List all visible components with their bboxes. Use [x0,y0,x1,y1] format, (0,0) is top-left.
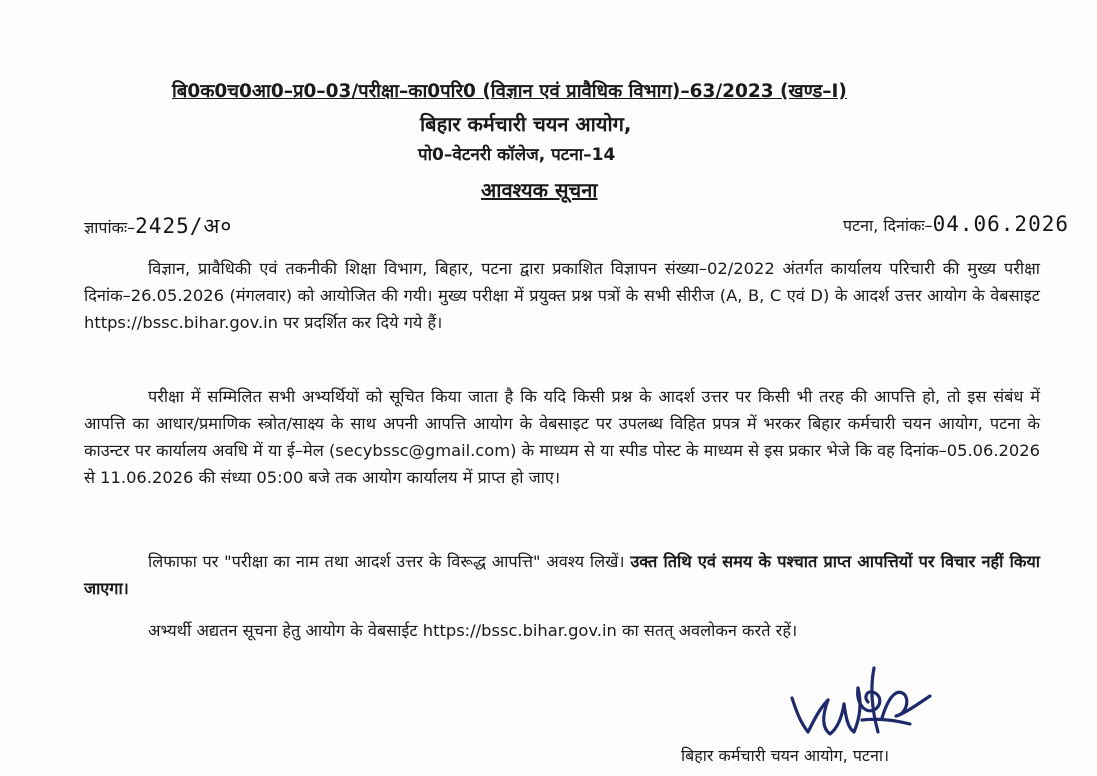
reference-number: बि0क0च0आ0–प्र0–03/परीक्षा–का0परि0 (विज्ञान एवं प्रावैधिक विभाग)–63/2023 (खण्ड–I) [172,81,847,102]
paragraph-website-advice: अभ्यर्थी अद्यतन सूचना हेतु आयोग के वेबसाईट https://bssc.bihar.gov.in का सतत् अवलोकन करते रहें। [148,621,798,640]
envelope-instruction-text: लिफाफा पर "परीक्षा का नाम तथा आदर्श उत्तर के विरूद्ध आपत्ति" अवश्य लिखें। [148,552,631,571]
notice-date [843,212,1069,236]
paragraph-envelope-instruction [84,548,1040,602]
organization-name: बिहार कर्मचारी चयन आयोग, [420,112,632,136]
memo-label: ज्ञापांकः– [84,218,136,237]
memo-value: 2425/अ० [135,214,233,238]
paragraph-answer-key-published: विज्ञान, प्रावैधिकी एवं तकनीकी शिक्षा विभाग, बिहार, पटना द्वारा प्रकाशित विज्ञापन संख्या–02/2022 अंतर्गत कार्यालय परिचारी की मुख्य परीक्षा दिनांक–26.05.2026 (मंगलवार) को आयोजित की गयी। मुख्य परीक्षा में प्रयुक्त प्रश्न पत्रों के सभी सीरीज (A, B, C एवं D) के आदर्श उत्तर आयोग के वेबसाइट https://bssc.bihar.gov.in पर प्रदर्शित कर दिये गये हैं। [84,259,1040,332]
notice-title: आवश्यक सूचना [481,178,598,202]
paragraph-objection-process: परीक्षा में सम्मिलित सभी अभ्यर्थियों को सूचित किया जाता है कि यदि किसी प्रश्न के आदर्श उत्तर पर किसी भी तरह की आपत्ति हो, तो इस संबंध में आपत्ति का आधार/प्रमाणिक स्त्रोत/साक्ष्य के साथ अपनी आपत्ति आयोग के वेबसाइट पर उपलब्ध विहित प्रपत्र में भरकर बिहार कर्मचारी चयन आयोग, पटना के काउन्टर पर कार्यालय अवधि में या ई–मेल (secybssc@gmail.com) के माध्यम से या स्पीड पोस्ट के माध्यम से इस प्रकार भेजे कि वह दिनांक–05.06.2026 से 11.06.2026 की संध्या 05:00 बजे तक आयोग कार्यालय में प्राप्त हो जाए। [84,387,1040,487]
deadline-warning: उक्त तिथि एवं समय के पश्चात प्राप्त आपत्तियों पर विचार नहीं किया जाएगा। [84,552,1040,598]
date-label: पटना, दिनांकः– [843,216,933,235]
handwritten-signature [778,658,948,748]
memo-number [84,212,232,240]
organization-address: पो0–वेटनरी कॉलेज, पटना–14 [418,145,616,165]
date-value: 04.06.2026 [932,212,1069,236]
signatory-label: बिहार कर्मचारी चयन आयोग, पटना। [681,746,890,765]
